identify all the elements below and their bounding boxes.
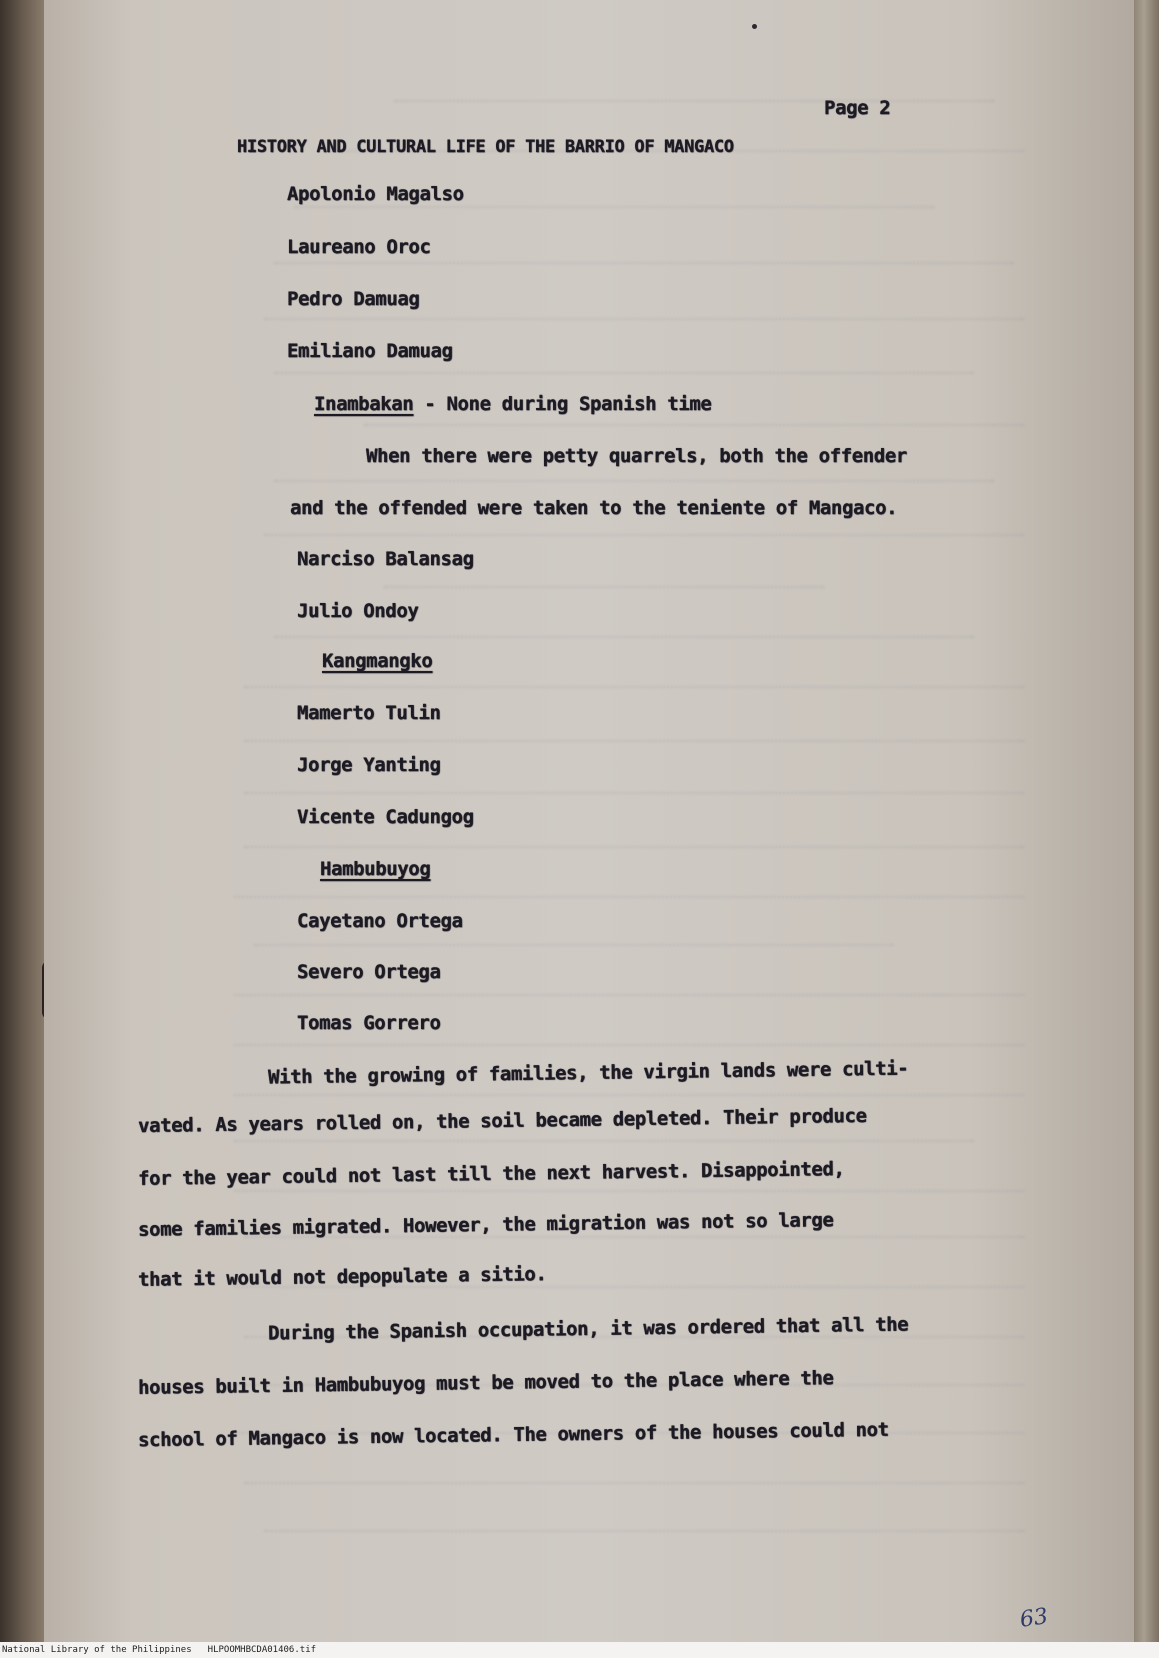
inambakan-line — [314, 393, 711, 415]
document-page — [44, 0, 1134, 1642]
informant-name: Severo Ortega — [297, 961, 441, 983]
informant-name: Cayetano Ortega — [297, 910, 463, 932]
informant-name: Apolonio Magalso — [287, 183, 464, 205]
footer-library: National Library of the Philippines — [2, 1645, 192, 1655]
sitio-heading-hambubuyog: Hambubuyog — [320, 858, 431, 880]
paragraph-line: With the growing of families, the virgin lands were culti- — [267, 1057, 909, 1089]
sitio-heading-kangmangko: Kangmangko — [322, 650, 433, 672]
informant-name: Vicente Cadungog — [297, 806, 474, 828]
informant-name: Jorge Yanting — [297, 754, 441, 776]
document-title: HISTORY AND CULTURAL LIFE OF THE BARRIO OF MANGACO — [237, 137, 734, 157]
paragraph-line: During the Spanish occupation, it was ordered that all the — [267, 1313, 909, 1345]
sitio-heading-inambakan: Inambakan — [314, 393, 414, 415]
scan-footer — [0, 1642, 1159, 1658]
paragraph-line: and the offended were taken to the teniente of Mangaco. — [290, 497, 898, 519]
paragraph-line: school of Mangaco is now located. The owners of the houses could not — [137, 1418, 889, 1452]
footer-file-name: HLPOOMHBCDA01406.tif — [207, 1645, 317, 1655]
folio-number: 63 — [1018, 1604, 1050, 1633]
paragraph-line: When there were petty quarrels, both the offender — [366, 445, 907, 467]
informant-name: Pedro Damuag — [287, 288, 420, 310]
paragraph-line: some families migrated. However, the migration was not so large — [137, 1209, 834, 1241]
page-edge — [1134, 0, 1159, 1642]
paragraph-line: for the year could not last till the next harvest. Disappointed, — [137, 1158, 845, 1190]
informant-name: Narciso Balansag — [297, 548, 474, 570]
informant-name: Laureano Oroc — [287, 236, 431, 258]
paragraph-line: that it would not depopulate a sitio. — [137, 1263, 547, 1291]
paragraph-line: houses built in Hambubuyog must be moved to the place where the — [137, 1367, 834, 1399]
page-label: Page 2 — [824, 97, 891, 119]
paragraph-line: vated. As years rolled on, the soil became depleted. Their produce — [137, 1104, 867, 1138]
informant-name: Julio Ondoy — [297, 600, 419, 622]
informant-name: Emiliano Damuag — [287, 340, 453, 362]
inambakan-note: - None during Spanish time — [413, 393, 712, 415]
book-binding — [0, 0, 44, 1658]
informant-name: Mamerto Tulin — [297, 702, 441, 724]
ink-dot — [752, 24, 757, 29]
informant-name: Tomas Gorrero — [297, 1012, 441, 1034]
